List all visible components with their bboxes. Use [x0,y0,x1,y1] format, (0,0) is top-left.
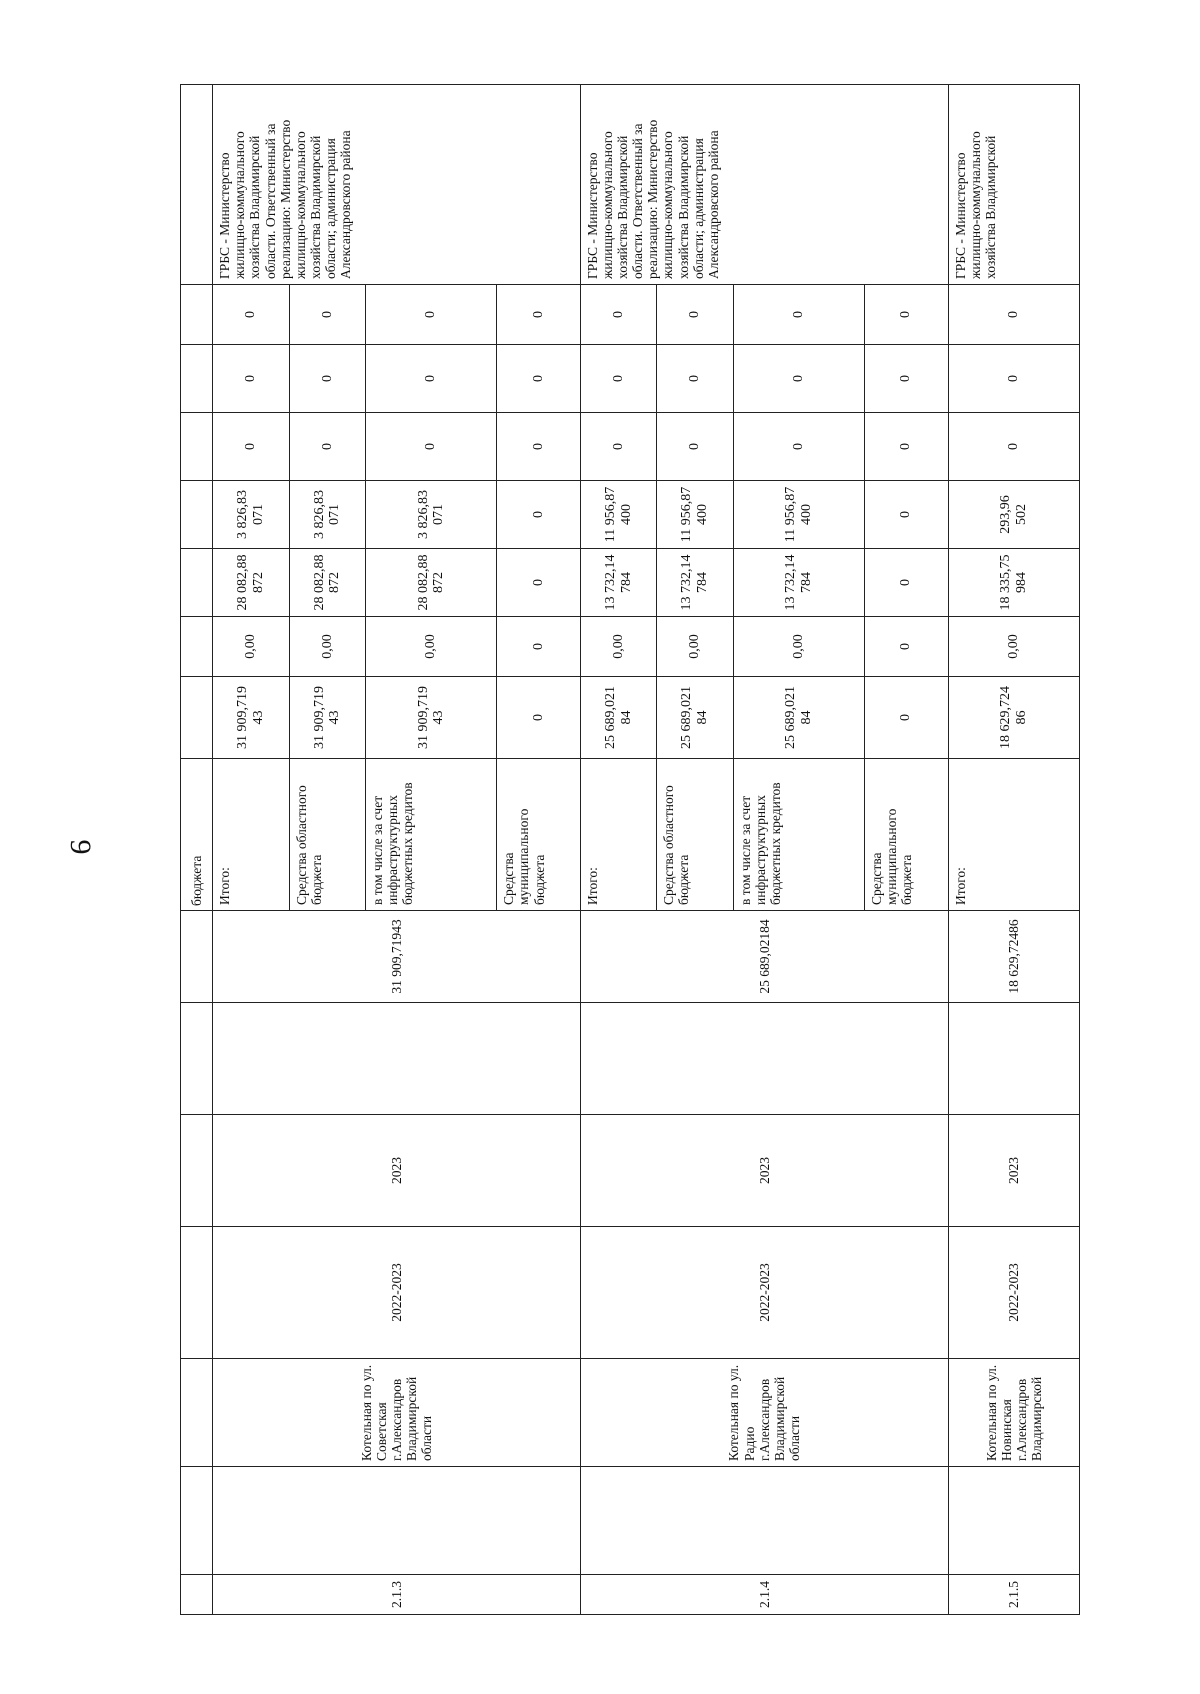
value-cell-c3: 13 732,14 784 [580,549,656,617]
value-cell-c3: 18 335,75 984 [948,549,1079,617]
value-cell-c2: 0,00 [948,617,1079,677]
funding-source: Итого: [580,759,656,911]
value-cell-c2: 0,00 [213,617,289,677]
table-row [213,85,289,1615]
item-total: 25 689,02184 [580,911,948,1003]
value-cell-c4: 11 956,87 400 [580,481,656,549]
value-cell-c7: 0 [733,285,864,345]
value-cell-c6: 0 [733,345,864,413]
value-cell-c3: 28 082,88 872 [213,549,289,617]
responsible-text: ГРБС - Министерство жилищно-коммунального хозяйства Владимирской [948,85,1079,285]
value-cell-c5: 0 [865,413,949,481]
funding-source: Средства муниципального бюджета [497,759,581,911]
value-cell-c4: 293,96 502 [948,481,1079,549]
item-number: 2.1.3 [213,1575,581,1615]
empty-cell [948,1467,1079,1575]
value-cell-c3: 28 082,88 872 [366,549,497,617]
item-name: Котельная по ул. Советская г.Александров Владимирской области [213,1359,581,1467]
value-cell-c6: 0 [865,345,949,413]
value-cell-c1: 25 689,021 84 [657,677,733,759]
item-period: 2022-2023 [580,1227,948,1359]
value-cell-c7: 0 [497,285,581,345]
item-period: 2022-2023 [948,1227,1079,1359]
value-cell-c6: 0 [289,345,365,413]
empty-cell [948,1003,1079,1115]
value-cell-c5: 0 [580,413,656,481]
value-cell-c7: 0 [366,285,497,345]
value-cell-c1: 25 689,021 84 [580,677,656,759]
funding-source: Итого: [213,759,289,911]
value-cell-c1: 25 689,021 84 [733,677,864,759]
value-cell-c3: 13 732,14 784 [733,549,864,617]
funding-source: в том числе за счет инфраструктурных бюджетных кредитов [733,759,864,911]
value-cell-c6: 0 [213,345,289,413]
value-cell-c1: 31 909,719 43 [366,677,497,759]
value-cell-c1: 31 909,719 43 [213,677,289,759]
item-year: 2023 [948,1115,1079,1227]
value-cell-c2: 0 [497,617,581,677]
value-cell-c4: 11 956,87 400 [657,481,733,549]
rotated-table-container [180,85,1080,1615]
value-cell-c6: 0 [580,345,656,413]
value-cell-c4: 0 [497,481,581,549]
responsible-text: ГРБС - Министерство жилищно-коммунального хозяйства Владимирской области. Ответственный за реализацию: Министерство жилищно-коммунального хозяйства Владимирской области; администрация Александровского района [580,85,948,285]
value-cell-c2: 0,00 [733,617,864,677]
funding-source: Средства муниципального бюджета [865,759,949,911]
header-budget-label: бюджета [181,759,213,911]
value-cell-c2: 0,00 [366,617,497,677]
funding-source: Средства областного бюджета [289,759,365,911]
item-name: Котельная по ул. Радио г.Александров Владимирской области [580,1359,948,1467]
budget-table [180,84,1080,1615]
value-cell-c4: 3 826,83 071 [289,481,365,549]
empty-cell [580,1003,948,1115]
value-cell-c1: 0 [497,677,581,759]
value-cell-c5: 0 [366,413,497,481]
value-cell-c5: 0 [497,413,581,481]
value-cell-c6: 0 [497,345,581,413]
value-cell-c1: 18 629,724 86 [948,677,1079,759]
value-cell-c2: 0,00 [580,617,656,677]
value-cell-c7: 0 [580,285,656,345]
value-cell-c7: 0 [289,285,365,345]
funding-source: Итого: [948,759,1079,911]
value-cell-c2: 0,00 [657,617,733,677]
item-year: 2023 [580,1115,948,1227]
value-cell-c2: 0 [865,617,949,677]
value-cell-c6: 0 [366,345,497,413]
value-cell-c6: 0 [657,345,733,413]
empty-cell [213,1467,581,1575]
table-row [948,85,1079,1615]
value-cell-c5: 0 [733,413,864,481]
funding-source: Средства областного бюджета [657,759,733,911]
value-cell-c5: 0 [948,413,1079,481]
table-row [580,85,656,1615]
value-cell-c5: 0 [289,413,365,481]
page-number: 9 [64,839,97,855]
value-cell-c2: 0,00 [289,617,365,677]
empty-cell [213,1003,581,1115]
item-year: 2023 [213,1115,581,1227]
value-cell-c7: 0 [657,285,733,345]
empty-cell [580,1467,948,1575]
value-cell-c3: 0 [497,549,581,617]
value-cell-c5: 0 [213,413,289,481]
value-cell-c7: 0 [865,285,949,345]
value-cell-c3: 13 732,14 784 [657,549,733,617]
item-number: 2.1.4 [580,1575,948,1615]
item-number: 2.1.5 [948,1575,1079,1615]
value-cell-c1: 0 [865,677,949,759]
value-cell-c6: 0 [948,345,1079,413]
responsible-text: ГРБС - Министерство жилищно-коммунального хозяйства Владимирской области. Ответственный за реализацию: Министерство жилищно-коммунального хозяйства Владимирской области; администрация Александровского района [213,85,581,285]
value-cell-c7: 0 [948,285,1079,345]
value-cell-c4: 0 [865,481,949,549]
item-total: 31 909,71943 [213,911,581,1003]
value-cell-c3: 0 [865,549,949,617]
value-cell-c4: 3 826,83 071 [213,481,289,549]
item-total: 18 629,72486 [948,911,1079,1003]
value-cell-c5: 0 [657,413,733,481]
item-name: Котельная по ул. Новинская г.Александров Владимирской [948,1359,1079,1467]
value-cell-c4: 3 826,83 071 [366,481,497,549]
item-period: 2022-2023 [213,1227,581,1359]
table-header-row [181,85,213,1615]
value-cell-c4: 11 956,87 400 [733,481,864,549]
value-cell-c1: 31 909,719 43 [289,677,365,759]
value-cell-c7: 0 [213,285,289,345]
value-cell-c3: 28 082,88 872 [289,549,365,617]
funding-source: в том числе за счет инфраструктурных бюджетных кредитов [366,759,497,911]
